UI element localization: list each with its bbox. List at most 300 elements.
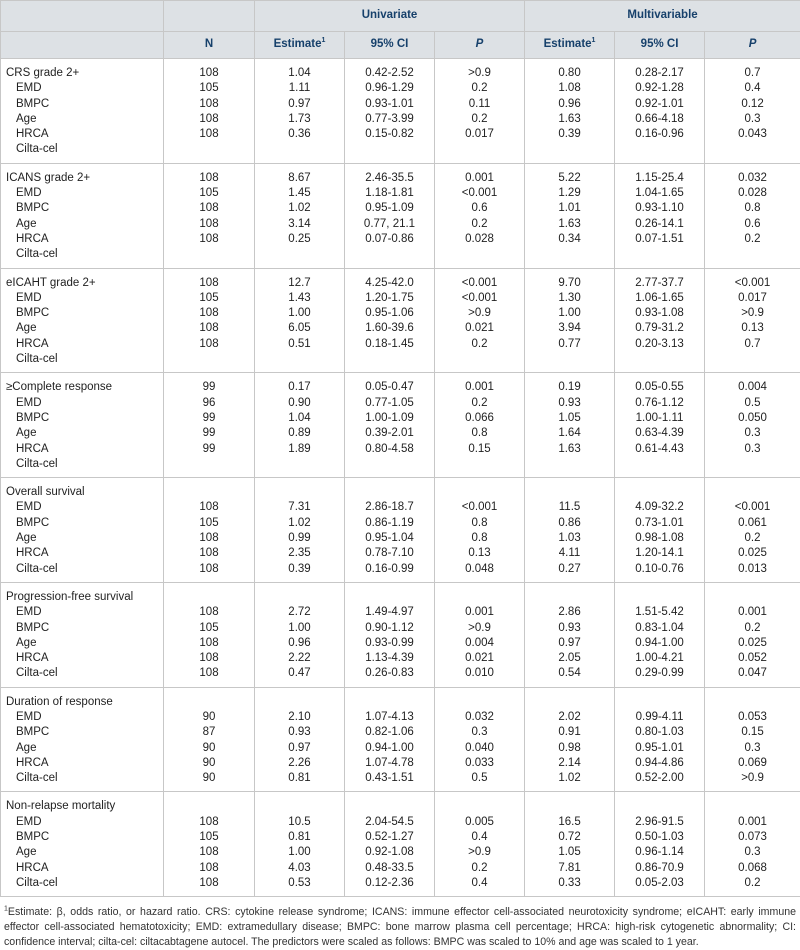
value: 1.45 <box>255 186 344 201</box>
value: 0.8 <box>435 426 524 441</box>
univariate-p-cell <box>435 268 525 373</box>
value: 0.3 <box>705 845 800 860</box>
value: 0.93-1.08 <box>615 306 704 321</box>
value: 0.96 <box>255 636 344 651</box>
multivariable-estimate-cell <box>525 478 615 583</box>
value: 0.6 <box>705 217 800 232</box>
column-header-estimate <box>255 32 345 59</box>
value: 4.09-32.2 <box>615 500 704 515</box>
value: 1.06-1.65 <box>615 291 704 306</box>
spacer <box>164 485 254 500</box>
multivariable-p-cell <box>705 268 800 373</box>
value: 1.04 <box>255 66 344 81</box>
footnote-marker: 1 <box>322 38 326 45</box>
value: 0.97 <box>525 636 614 651</box>
value: 1.63 <box>525 442 614 457</box>
value: 0.50-1.03 <box>615 830 704 845</box>
n-cell <box>164 478 255 583</box>
predictor-label: Cilta-cel <box>6 666 163 681</box>
value: 0.05-0.55 <box>615 380 704 395</box>
footnote-marker: 1 <box>4 906 8 913</box>
multivariable-ci-cell <box>615 163 705 268</box>
predictor-label: BMPC <box>6 621 163 636</box>
value: 0.2 <box>435 112 524 127</box>
n-cell <box>164 59 255 164</box>
value: 1.11 <box>255 81 344 96</box>
value: 0.073 <box>705 830 800 845</box>
multivariable-estimate-cell <box>525 687 615 792</box>
value: 1.29 <box>525 186 614 201</box>
value: 0.98-1.08 <box>615 531 704 546</box>
univariate-ci-cell <box>345 478 435 583</box>
value: 2.10 <box>255 710 344 725</box>
value: 0.12 <box>705 97 800 112</box>
spacer <box>345 799 434 814</box>
spacer <box>255 695 344 710</box>
spacer <box>164 590 254 605</box>
table-body <box>1 59 800 897</box>
spacer <box>164 695 254 710</box>
value: 1.20-1.75 <box>345 291 434 306</box>
value: 0.16-0.99 <box>345 562 434 577</box>
value: 1.00 <box>255 621 344 636</box>
spacer <box>345 590 434 605</box>
predictor-label: Age <box>6 531 163 546</box>
value: 105 <box>164 291 254 306</box>
value: 0.05-0.47 <box>345 380 434 395</box>
predictor-label: Cilta-cel <box>6 247 163 262</box>
value: 2.46-35.5 <box>345 171 434 186</box>
univariate-estimate-cell <box>255 478 345 583</box>
value: >0.9 <box>435 306 524 321</box>
value: 0.63-4.39 <box>615 426 704 441</box>
value: 16.5 <box>525 815 614 830</box>
spacer <box>255 485 344 500</box>
predictor-label: HRCA <box>6 442 163 457</box>
value: 0.93-0.99 <box>345 636 434 651</box>
value: 105 <box>164 516 254 531</box>
predictor-label: Age <box>6 321 163 336</box>
value: 108 <box>164 337 254 352</box>
spacer <box>615 590 704 605</box>
value: 0.77-3.99 <box>345 112 434 127</box>
outcome-section <box>1 268 800 373</box>
value: 0.5 <box>435 771 524 786</box>
value: 1.30 <box>525 291 614 306</box>
value: 87 <box>164 725 254 740</box>
value: 108 <box>164 666 254 681</box>
predictor-label: EMD <box>6 81 163 96</box>
predictor-label: Age <box>6 636 163 651</box>
value: <0.001 <box>435 276 524 291</box>
multivariable-p-cell <box>705 373 800 478</box>
multivariable-estimate-cell <box>525 268 615 373</box>
value: 0.93-1.01 <box>345 97 434 112</box>
spacer <box>345 485 434 500</box>
table-header <box>1 1 800 59</box>
univariate-estimate-cell <box>255 687 345 792</box>
value: >0.9 <box>435 66 524 81</box>
column-header-ci: 95% CI <box>345 32 435 59</box>
value: 0.18-1.45 <box>345 337 434 352</box>
value: 0.28-2.17 <box>615 66 704 81</box>
value: 0.10-0.76 <box>615 562 704 577</box>
value: 0.2 <box>705 621 800 636</box>
value: 0.025 <box>705 546 800 561</box>
value: 3.14 <box>255 217 344 232</box>
outcome-title: Overall survival <box>6 485 163 500</box>
value: 1.02 <box>525 771 614 786</box>
value: 108 <box>164 171 254 186</box>
value: 99 <box>164 411 254 426</box>
value: 0.07-0.86 <box>345 232 434 247</box>
predictor-label: BMPC <box>6 201 163 216</box>
estimate-label: Estimate <box>544 38 592 50</box>
univariate-p-cell <box>435 792 525 897</box>
outcome-title: CRS grade 2+ <box>6 66 163 81</box>
multivariable-p-cell <box>705 163 800 268</box>
value: 0.86-1.19 <box>345 516 434 531</box>
spacer <box>435 695 524 710</box>
value: 0.42-2.52 <box>345 66 434 81</box>
value: 0.005 <box>435 815 524 830</box>
value: <0.001 <box>435 186 524 201</box>
value: 2.77-37.7 <box>615 276 704 291</box>
value: 0.94-4.86 <box>615 756 704 771</box>
spacer <box>615 695 704 710</box>
value: 2.02 <box>525 710 614 725</box>
spacer <box>615 485 704 500</box>
outcome-title: Duration of response <box>6 695 163 710</box>
univariate-p-cell <box>435 582 525 687</box>
value: 108 <box>164 605 254 620</box>
predictor-label: BMPC <box>6 830 163 845</box>
value: 0.2 <box>435 217 524 232</box>
value: 0.5 <box>705 396 800 411</box>
n-cell <box>164 268 255 373</box>
value: 0.95-1.01 <box>615 741 704 756</box>
value: 0.97 <box>255 97 344 112</box>
value: <0.001 <box>705 276 800 291</box>
outcome-title: Progression-free survival <box>6 590 163 605</box>
univariate-ci-cell <box>345 687 435 792</box>
spacer <box>705 485 800 500</box>
univariate-ci-cell <box>345 59 435 164</box>
value: 0.26-0.83 <box>345 666 434 681</box>
predictor-cell <box>1 792 164 897</box>
value: 1.51-5.42 <box>615 605 704 620</box>
value: 0.82-1.06 <box>345 725 434 740</box>
outcome-title: eICAHT grade 2+ <box>6 276 163 291</box>
value: 0.81 <box>255 771 344 786</box>
value: 99 <box>164 442 254 457</box>
value: 0.96-1.29 <box>345 81 434 96</box>
predictor-label: BMPC <box>6 411 163 426</box>
spacer <box>705 799 800 814</box>
value: <0.001 <box>705 500 800 515</box>
value: >0.9 <box>705 771 800 786</box>
predictor-label: EMD <box>6 396 163 411</box>
value: 0.92-1.08 <box>345 845 434 860</box>
multivariable-p-cell <box>705 792 800 897</box>
value: 0.16-0.96 <box>615 127 704 142</box>
value: 12.7 <box>255 276 344 291</box>
value: 0.26-14.1 <box>615 217 704 232</box>
value: 0.51 <box>255 337 344 352</box>
outcome-section <box>1 59 800 164</box>
predictor-label: HRCA <box>6 337 163 352</box>
univariate-estimate-cell <box>255 373 345 478</box>
spacer <box>615 799 704 814</box>
value: 0.80-1.03 <box>615 725 704 740</box>
value: 1.15-25.4 <box>615 171 704 186</box>
value: 108 <box>164 500 254 515</box>
value: 1.05 <box>525 845 614 860</box>
predictor-label: HRCA <box>6 651 163 666</box>
value: 5.22 <box>525 171 614 186</box>
predictor-label: Cilta-cel <box>6 562 163 577</box>
predictor-label: HRCA <box>6 546 163 561</box>
predictor-cell <box>1 373 164 478</box>
value: 0.7 <box>705 66 800 81</box>
predictor-label: Age <box>6 426 163 441</box>
value: 0.4 <box>435 830 524 845</box>
value: 108 <box>164 651 254 666</box>
column-header-n: N <box>164 32 255 59</box>
spacer <box>525 485 614 500</box>
header-blank <box>1 1 164 32</box>
estimate-label: Estimate <box>274 38 322 50</box>
predictor-cell <box>1 163 164 268</box>
value: 1.18-1.81 <box>345 186 434 201</box>
value: 0.15 <box>435 442 524 457</box>
value: 0.2 <box>705 876 800 891</box>
univariate-p-cell <box>435 163 525 268</box>
spacer <box>345 695 434 710</box>
value: 3.94 <box>525 321 614 336</box>
value: 0.77, 21.1 <box>345 217 434 232</box>
predictor-label: Cilta-cel <box>6 771 163 786</box>
predictor-label: BMPC <box>6 97 163 112</box>
value: 0.39 <box>525 127 614 142</box>
value: 0.79-31.2 <box>615 321 704 336</box>
spacer <box>255 590 344 605</box>
value: 8.67 <box>255 171 344 186</box>
value: 0.19 <box>525 380 614 395</box>
value: 0.36 <box>255 127 344 142</box>
value: 99 <box>164 380 254 395</box>
value: 10.5 <box>255 815 344 830</box>
value: 0.032 <box>435 710 524 725</box>
univariate-ci-cell <box>345 582 435 687</box>
value: 0.90-1.12 <box>345 621 434 636</box>
outcome-title: ICANS grade 2+ <box>6 171 163 186</box>
spacer <box>435 590 524 605</box>
univariate-ci-cell <box>345 163 435 268</box>
value: 0.81 <box>255 830 344 845</box>
value: 0.72 <box>525 830 614 845</box>
univariate-estimate-cell <box>255 792 345 897</box>
value: 1.01 <box>525 201 614 216</box>
value: 108 <box>164 845 254 860</box>
predictor-label: Cilta-cel <box>6 457 163 472</box>
value: 0.3 <box>705 442 800 457</box>
value: 0.025 <box>705 636 800 651</box>
value: 0.89 <box>255 426 344 441</box>
value: 1.64 <box>525 426 614 441</box>
value: 1.60-39.6 <box>345 321 434 336</box>
value: 1.20-14.1 <box>615 546 704 561</box>
value: 0.052 <box>705 651 800 666</box>
value: 108 <box>164 876 254 891</box>
value: 0.95-1.09 <box>345 201 434 216</box>
multivariable-p-cell <box>705 59 800 164</box>
predictor-label: EMD <box>6 815 163 830</box>
value: 1.00 <box>255 306 344 321</box>
value: 0.001 <box>705 815 800 830</box>
value: 0.86 <box>525 516 614 531</box>
value: 0.2 <box>435 396 524 411</box>
value: 90 <box>164 710 254 725</box>
value: 0.033 <box>435 756 524 771</box>
value: 0.66-4.18 <box>615 112 704 127</box>
value: 0.066 <box>435 411 524 426</box>
value: 108 <box>164 306 254 321</box>
predictor-label: Cilta-cel <box>6 876 163 891</box>
multivariable-estimate-cell <box>525 373 615 478</box>
value: 1.73 <box>255 112 344 127</box>
spacer <box>525 590 614 605</box>
univariate-ci-cell <box>345 792 435 897</box>
value: 0.98 <box>525 741 614 756</box>
spacer <box>525 695 614 710</box>
value: 2.96-91.5 <box>615 815 704 830</box>
value: >0.9 <box>435 845 524 860</box>
value: 1.00 <box>255 845 344 860</box>
value: 0.93 <box>525 396 614 411</box>
predictor-label: HRCA <box>6 232 163 247</box>
value: 1.07-4.78 <box>345 756 434 771</box>
value: 96 <box>164 396 254 411</box>
value: 0.47 <box>255 666 344 681</box>
value: 0.96-1.14 <box>615 845 704 860</box>
value: 0.86-70.9 <box>615 861 704 876</box>
multivariable-ci-cell <box>615 373 705 478</box>
outcome-section <box>1 163 800 268</box>
univariate-estimate-cell <box>255 268 345 373</box>
spacer <box>705 590 800 605</box>
univariate-estimate-cell <box>255 163 345 268</box>
value: 0.017 <box>435 127 524 142</box>
value: 0.77 <box>525 337 614 352</box>
outcome-section <box>1 373 800 478</box>
value: 0.93-1.10 <box>615 201 704 216</box>
value: 0.4 <box>435 876 524 891</box>
value: 0.43-1.51 <box>345 771 434 786</box>
value: 0.54 <box>525 666 614 681</box>
value: 0.83-1.04 <box>615 621 704 636</box>
footnote-marker: 1 <box>592 38 596 45</box>
value: 0.07-1.51 <box>615 232 704 247</box>
value: 0.94-1.00 <box>345 741 434 756</box>
value: 11.5 <box>525 500 614 515</box>
value: 0.80-4.58 <box>345 442 434 457</box>
value: 0.52-2.00 <box>615 771 704 786</box>
outcome-title: Non-relapse mortality <box>6 799 163 814</box>
value: 0.91 <box>525 725 614 740</box>
group-header-univariate: Univariate <box>255 1 525 32</box>
value: 0.6 <box>435 201 524 216</box>
value: 108 <box>164 815 254 830</box>
predictor-label: Age <box>6 217 163 232</box>
value: 1.63 <box>525 112 614 127</box>
outcome-section <box>1 582 800 687</box>
predictor-cell <box>1 59 164 164</box>
spacer <box>525 799 614 814</box>
predictor-cell <box>1 582 164 687</box>
value: 0.17 <box>255 380 344 395</box>
value: 0.040 <box>435 741 524 756</box>
value: 0.053 <box>705 710 800 725</box>
value: 108 <box>164 531 254 546</box>
value: 1.02 <box>255 516 344 531</box>
multivariable-ci-cell <box>615 792 705 897</box>
predictor-label: BMPC <box>6 725 163 740</box>
value: 7.81 <box>525 861 614 876</box>
multivariable-ci-cell <box>615 687 705 792</box>
multivariable-estimate-cell <box>525 163 615 268</box>
value: 9.70 <box>525 276 614 291</box>
value: 0.028 <box>435 232 524 247</box>
value: 4.25-42.0 <box>345 276 434 291</box>
spacer <box>255 799 344 814</box>
multivariable-ci-cell <box>615 478 705 583</box>
value: 0.010 <box>435 666 524 681</box>
predictor-label: EMD <box>6 500 163 515</box>
multivariable-estimate-cell <box>525 792 615 897</box>
univariate-ci-cell <box>345 268 435 373</box>
predictor-cell <box>1 687 164 792</box>
value: 108 <box>164 861 254 876</box>
predictor-label: EMD <box>6 291 163 306</box>
value: 105 <box>164 186 254 201</box>
value: 105 <box>164 81 254 96</box>
value: 108 <box>164 636 254 651</box>
spacer <box>435 485 524 500</box>
value: 1.00-1.11 <box>615 411 704 426</box>
value: 0.92-1.01 <box>615 97 704 112</box>
predictor-label: HRCA <box>6 861 163 876</box>
value: <0.001 <box>435 500 524 515</box>
predictor-label: Age <box>6 845 163 860</box>
value: 1.63 <box>525 217 614 232</box>
predictor-label: EMD <box>6 186 163 201</box>
value: 0.3 <box>435 725 524 740</box>
value: 2.14 <box>525 756 614 771</box>
value: 0.90 <box>255 396 344 411</box>
value: 0.3 <box>705 741 800 756</box>
value: 1.00 <box>525 306 614 321</box>
value: 1.05 <box>525 411 614 426</box>
column-header-ci: 95% CI <box>615 32 705 59</box>
group-header-multivariable: Multivariable <box>525 1 800 32</box>
value: 0.2 <box>435 337 524 352</box>
value: 0.05-2.03 <box>615 876 704 891</box>
value: 0.99-4.11 <box>615 710 704 725</box>
value: 0.96 <box>525 97 614 112</box>
value: 2.05 <box>525 651 614 666</box>
value: 0.061 <box>705 516 800 531</box>
